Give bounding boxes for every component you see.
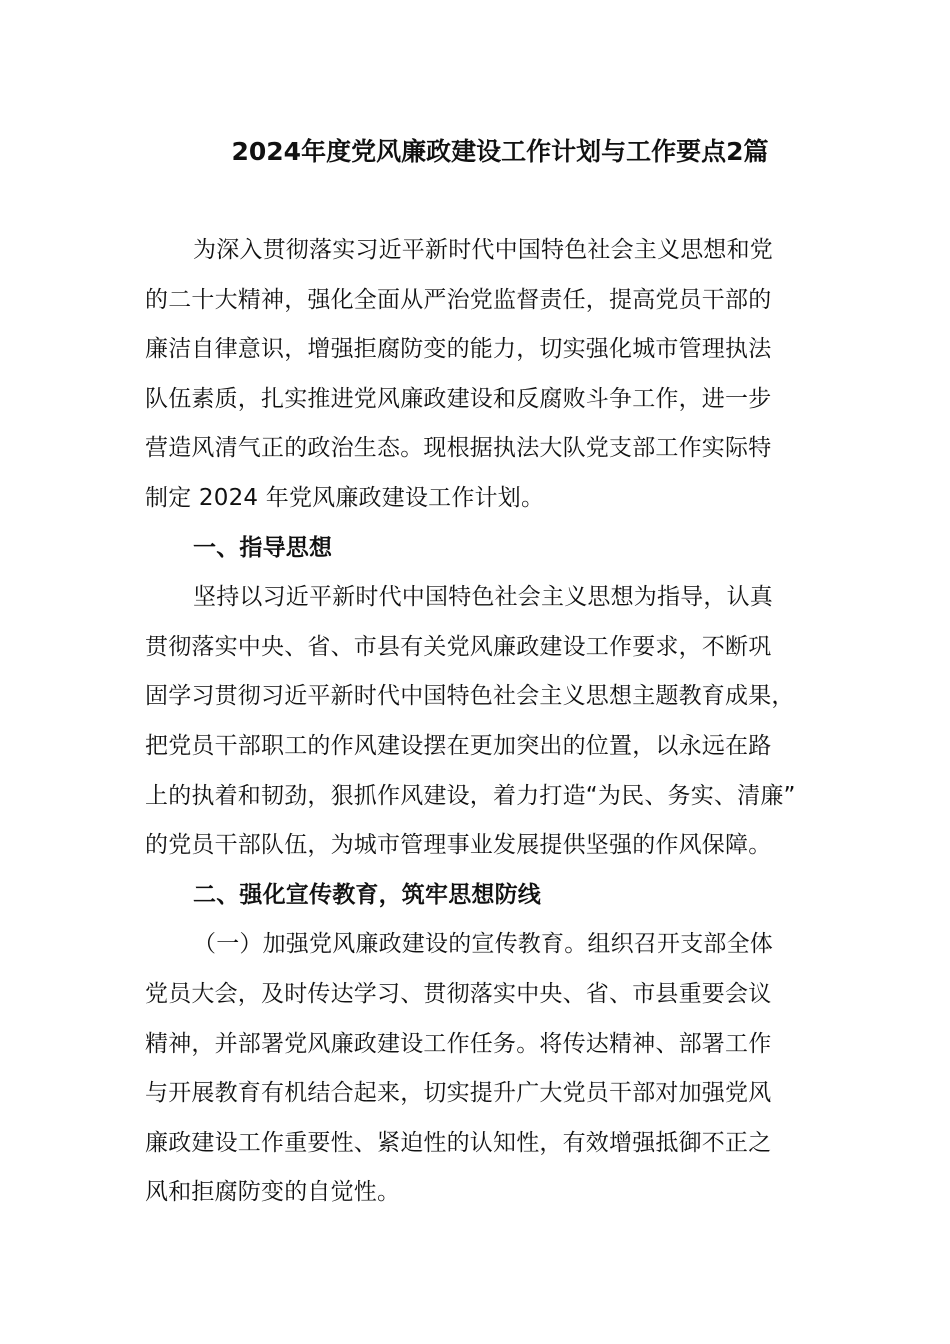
paragraph-line: 党员大会，及时传达学习、贯彻落实中央、省、市县重要会议 bbox=[145, 980, 772, 1007]
document-body bbox=[145, 226, 810, 1218]
paragraph-line: 营造风清气正的政治生态。现根据执法大队党支部工作实际特 bbox=[145, 435, 772, 462]
section-heading: 二、强化宣传教育，筑牢思想防线 bbox=[193, 881, 541, 908]
paragraph-line: 风和拒腐防变的自觉性。 bbox=[145, 1179, 401, 1206]
paragraph-line: （一）加强党风廉政建设的宣传教育。组织召开支部全体 bbox=[193, 931, 773, 958]
paragraph-line: 精神，并部署党风廉政建设工作任务。将传达精神、部署工作 bbox=[145, 1030, 772, 1057]
paragraph-line: 上的执着和韧劲，狠抓作风建设，着力打造“为民、务实、清廉” bbox=[145, 782, 796, 809]
paragraph-line: 廉政建设工作重要性、紧迫性的认知性，有效增强抵御不正之 bbox=[145, 1129, 772, 1156]
paragraph-line: 的二十大精神，强化全面从严治党监督责任，提高党员干部的 bbox=[145, 286, 772, 313]
paragraph-line: 贯彻落实中央、省、市县有关党风廉政建设工作要求，不断巩 bbox=[145, 633, 772, 660]
document-title: 2024年度党风廉政建设工作计划与工作要点2篇 bbox=[231, 137, 769, 166]
paragraph-line: 固学习贯彻习近平新时代中国特色社会主义思想主题教育成果， bbox=[145, 683, 795, 710]
paragraph-line: 把党员干部职工的作风建设摆在更加突出的位置，以永远在路 bbox=[145, 732, 772, 759]
paragraph-line: 坚持以习近平新时代中国特色社会主义思想为指导，认真 bbox=[193, 584, 773, 611]
paragraph-line: 与开展教育有机结合起来，切实提升广大党员干部对加强党风 bbox=[145, 1080, 772, 1107]
paragraph-line: 廉洁自律意识，增强拒腐防变的能力，切实强化城市管理执法 bbox=[145, 336, 772, 363]
paragraph-line: 制定 2024 年党风廉政建设工作计划。 bbox=[145, 484, 545, 511]
section-heading: 一、指导思想 bbox=[193, 534, 333, 561]
paragraph-line: 的党员干部队伍，为城市管理事业发展提供坚强的作风保障。 bbox=[145, 832, 772, 859]
paragraph-line: 队伍素质，扎实推进党风廉政建设和反腐败斗争工作，进一步 bbox=[145, 385, 772, 412]
paragraph-line: 为深入贯彻落实习近平新时代中国特色社会主义思想和党 bbox=[193, 237, 773, 263]
